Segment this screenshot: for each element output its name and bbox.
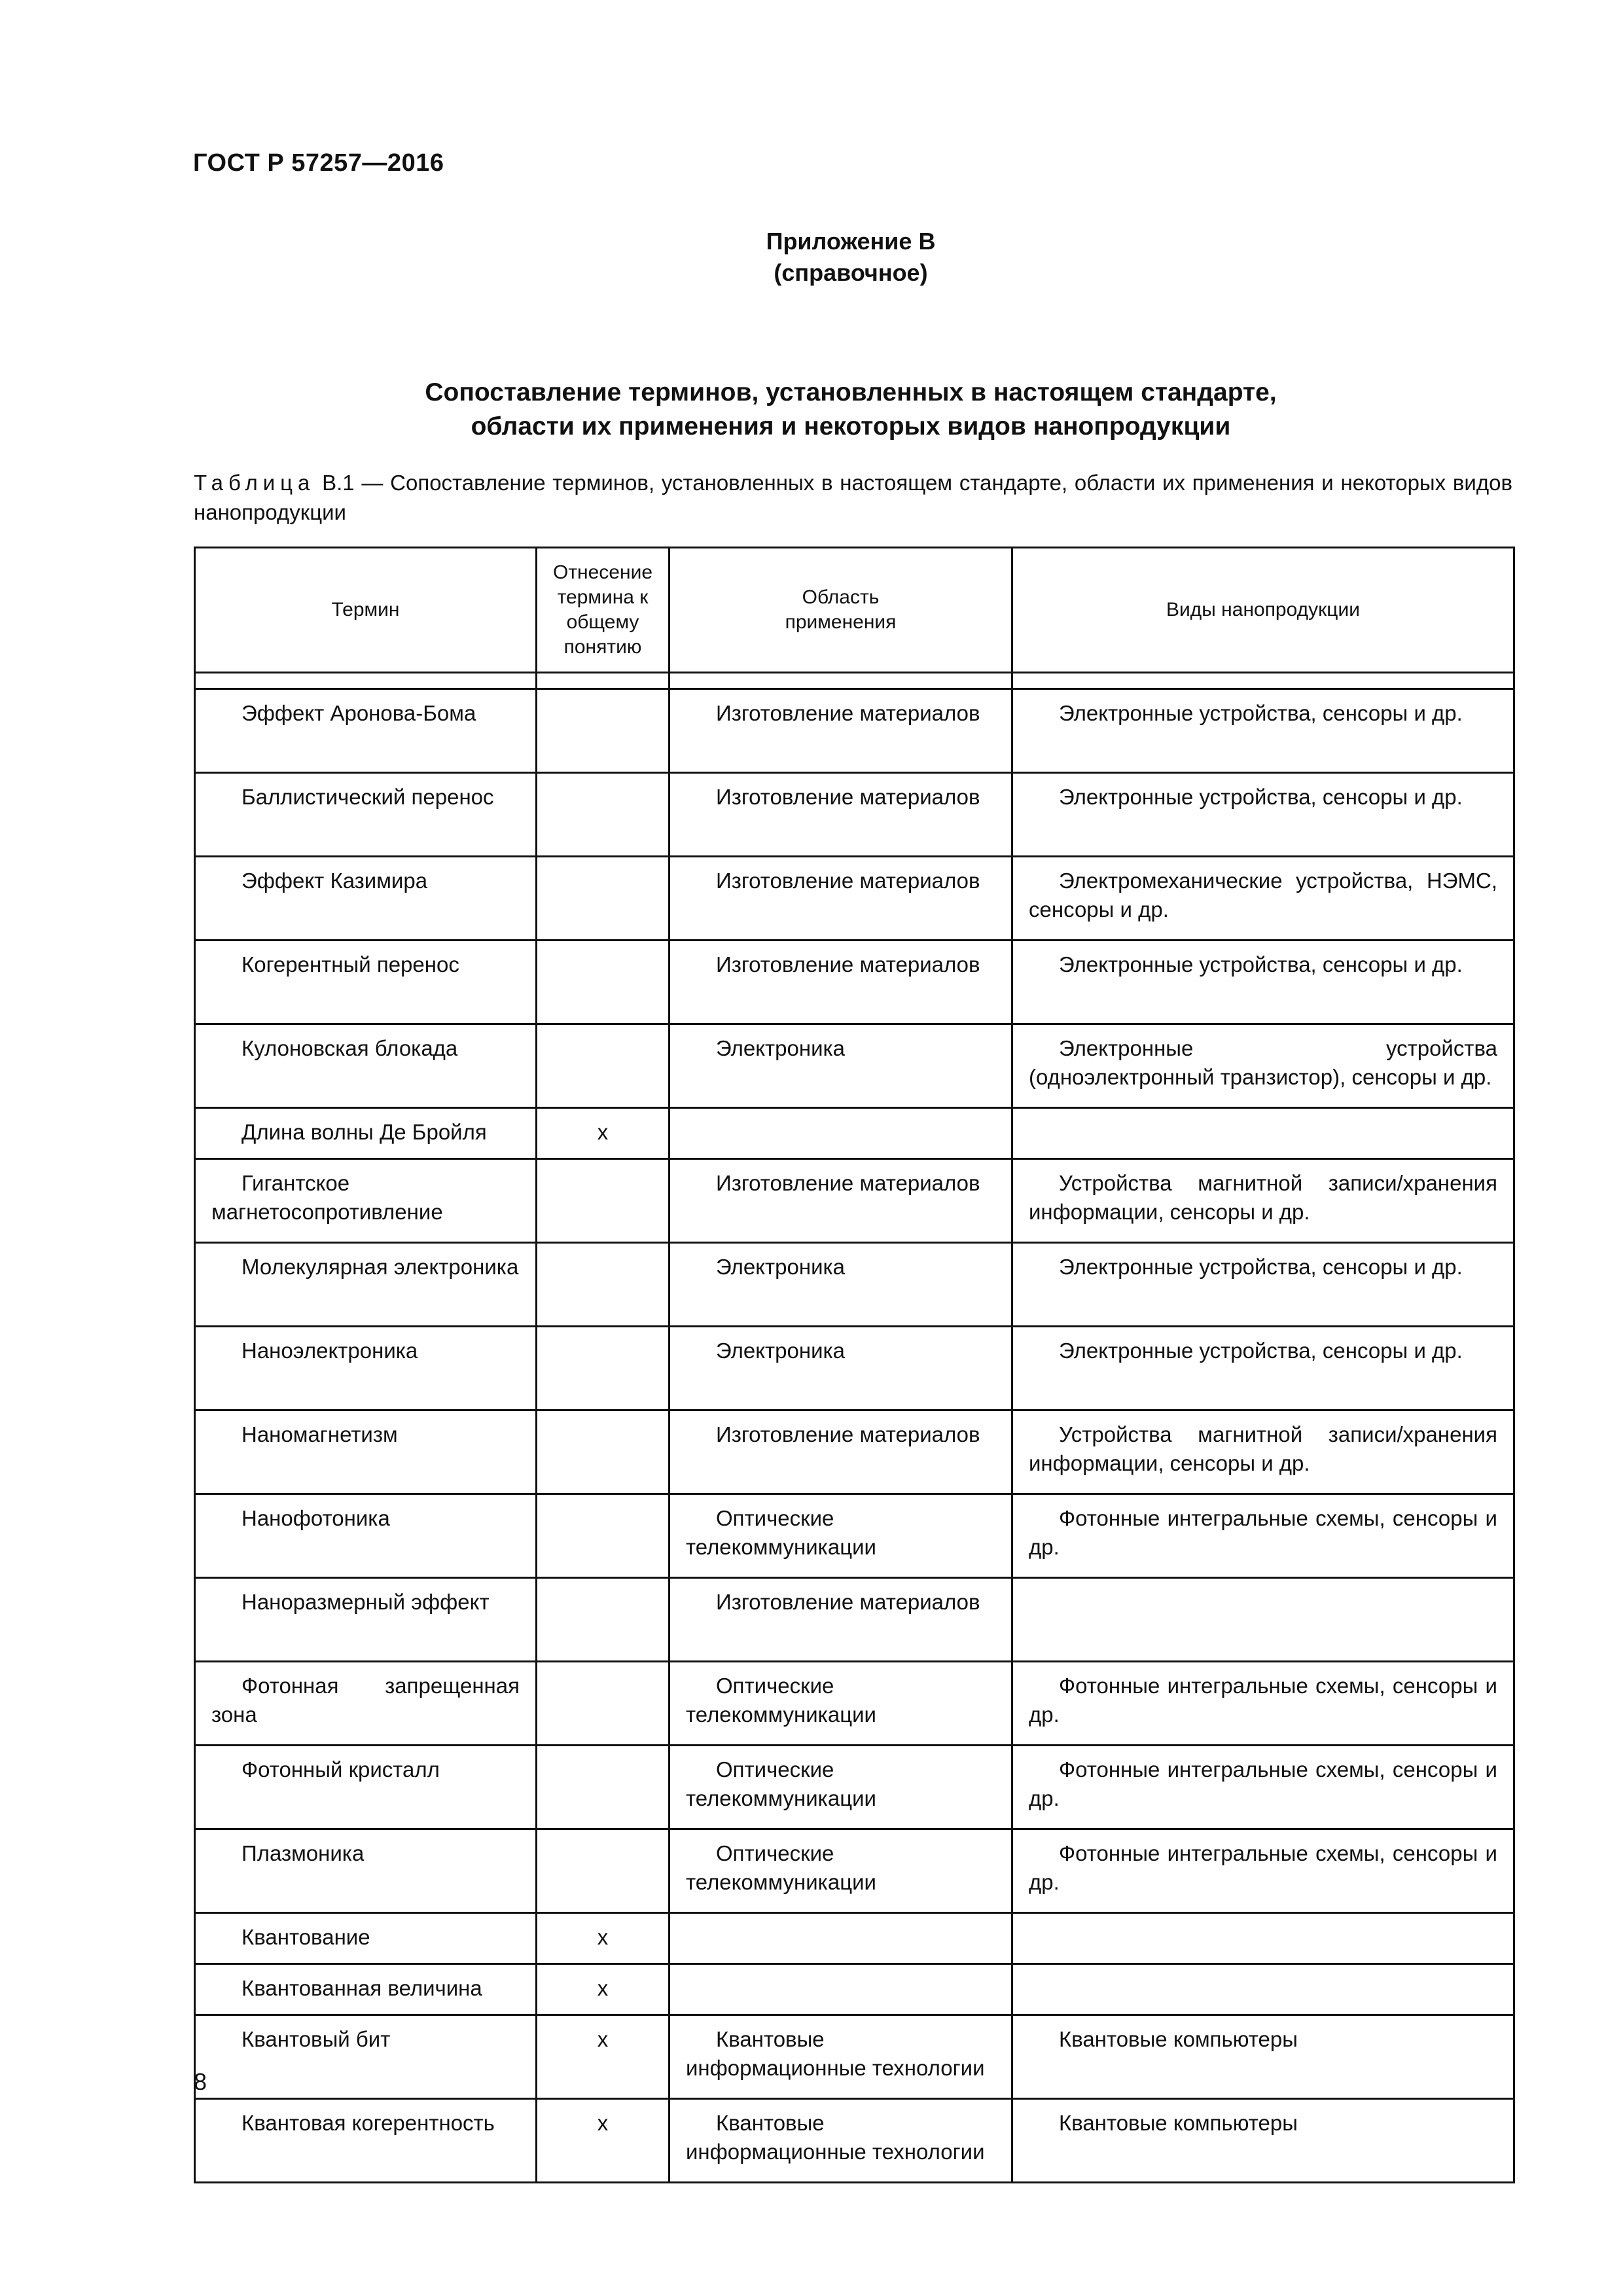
- document-title: [39, 376, 1623, 444]
- cell-term: Квантованная величина: [195, 1964, 537, 2015]
- appendix-heading: [39, 226, 1623, 289]
- cell-product-types: [1012, 1578, 1514, 1662]
- cell-term: Квантовый бит: [195, 2015, 537, 2099]
- table-row: [195, 689, 1514, 773]
- cell-term: Нанофотоника: [195, 1494, 537, 1578]
- table-row: [195, 773, 1514, 857]
- cell-product-types: Фотонные интегральные схемы, сенсоры и др.: [1012, 1829, 1514, 1913]
- table-row: [195, 1662, 1514, 1746]
- cell-term: Гигантское магнетосопротивление: [195, 1159, 537, 1243]
- table-row: [195, 1327, 1514, 1410]
- table-header-row: [195, 548, 1514, 673]
- cell-product-types: Квантовые компьютеры: [1012, 2015, 1514, 2099]
- cell-application-area: Изготовление материалов: [669, 689, 1012, 773]
- header-application-area: Область применения: [669, 548, 1012, 673]
- cell-application-area: Изготовление материалов: [669, 1410, 1012, 1494]
- cell-application-area: Электроника: [669, 1243, 1012, 1327]
- cell-term: Когерентный перенос: [195, 941, 537, 1024]
- cell-application-area: Квантовые информационные технологии: [669, 2099, 1012, 2183]
- cell-general-concept: [537, 689, 669, 773]
- table-row: [195, 1243, 1514, 1327]
- cell-general-concept: [537, 1410, 669, 1494]
- title-line-1: Сопоставление терминов, установленных в настоящем стандарте,: [425, 378, 1277, 406]
- cell-application-area: Оптические телекоммуникации: [669, 1494, 1012, 1578]
- cell-general-concept: [537, 773, 669, 857]
- appendix-type: (справочное): [774, 259, 928, 286]
- cell-product-types: Устройства магнитной записи/хранения информации, сенсоры и др.: [1012, 1410, 1514, 1494]
- cell-term: Молекулярная электроника: [195, 1243, 537, 1327]
- cell-general-concept: [537, 1829, 669, 1913]
- standard-code: ГОСТ Р 57257—2016: [193, 149, 444, 177]
- cell-application-area: Изготовление материалов: [669, 1578, 1012, 1662]
- cell-general-concept: [537, 1327, 669, 1410]
- cell-application-area: [669, 1108, 1012, 1159]
- cell-term: Плазмоника: [195, 1829, 537, 1913]
- page-number: 8: [194, 2068, 207, 2095]
- table-row: [195, 1578, 1514, 1662]
- terms-table: [194, 547, 1515, 2183]
- cell-general-concept: x: [537, 1108, 669, 1159]
- cell-term: Квантовая когерентность: [195, 2099, 537, 2183]
- header-separator: [195, 673, 1514, 689]
- cell-product-types: Фотонные интегральные схемы, сенсоры и др.: [1012, 1662, 1514, 1746]
- cell-general-concept: [537, 941, 669, 1024]
- table-row: [195, 1494, 1514, 1578]
- cell-application-area: Оптические телекоммуникации: [669, 1746, 1012, 1829]
- cell-general-concept: [537, 1662, 669, 1746]
- cell-term: Фотонная запрещенная зона: [195, 1662, 537, 1746]
- cell-application-area: Оптические телекоммуникации: [669, 1829, 1012, 1913]
- cell-application-area: Квантовые информационные технологии: [669, 2015, 1012, 2099]
- cell-product-types: Электромеханические устройства, НЭМС, сенсоры и др.: [1012, 857, 1514, 941]
- table-row: [195, 1159, 1514, 1243]
- table-caption: [194, 468, 1512, 527]
- cell-general-concept: [537, 1494, 669, 1578]
- cell-term: Баллистический перенос: [195, 773, 537, 857]
- table-caption-text: В.1 — Сопоставление терминов, установленных в настоящем стандарте, области их применения и некоторых видов нанопродукции: [194, 471, 1512, 524]
- cell-general-concept: [537, 1159, 669, 1243]
- table-row: [195, 1746, 1514, 1829]
- cell-product-types: Фотонные интегральные схемы, сенсоры и др.: [1012, 1746, 1514, 1829]
- cell-product-types: [1012, 1964, 1514, 2015]
- cell-term: Наноразмерный эффект: [195, 1578, 537, 1662]
- table-row: [195, 1913, 1514, 1964]
- cell-application-area: Оптические телекоммуникации: [669, 1662, 1012, 1746]
- cell-application-area: Электроника: [669, 1024, 1012, 1108]
- table-row: [195, 2099, 1514, 2183]
- cell-general-concept: [537, 1024, 669, 1108]
- table-row: [195, 1108, 1514, 1159]
- cell-term: Длина волны Де Бройля: [195, 1108, 537, 1159]
- table-row: [195, 1024, 1514, 1108]
- appendix-title: Приложение В: [766, 228, 936, 255]
- cell-application-area: Электроника: [669, 1327, 1012, 1410]
- cell-application-area: [669, 1913, 1012, 1964]
- table-row: [195, 1410, 1514, 1494]
- cell-general-concept: x: [537, 1964, 669, 2015]
- cell-term: Фотонный кристалл: [195, 1746, 537, 1829]
- cell-general-concept: [537, 1578, 669, 1662]
- cell-general-concept: x: [537, 1913, 669, 1964]
- cell-term: Эффект Казимира: [195, 857, 537, 941]
- cell-term: Квантование: [195, 1913, 537, 1964]
- cell-general-concept: [537, 857, 669, 941]
- cell-product-types: Электронные устройства, сенсоры и др.: [1012, 1327, 1514, 1410]
- cell-application-area: Изготовление материалов: [669, 773, 1012, 857]
- cell-product-types: Электронные устройства, сенсоры и др.: [1012, 773, 1514, 857]
- cell-product-types: Электронные устройства, сенсоры и др.: [1012, 941, 1514, 1024]
- header-product-types: Виды нанопродукции: [1012, 548, 1514, 673]
- cell-application-area: [669, 1964, 1012, 2015]
- cell-product-types: [1012, 1913, 1514, 1964]
- table-row: [195, 941, 1514, 1024]
- cell-product-types: Квантовые компьютеры: [1012, 2099, 1514, 2183]
- cell-term: Кулоновская блокада: [195, 1024, 537, 1108]
- title-line-2: области их применения и некоторых видов нанопродукции: [471, 412, 1231, 440]
- header-general-concept: Отнесение термина к общему понятию: [537, 548, 669, 673]
- cell-product-types: [1012, 1108, 1514, 1159]
- cell-application-area: Изготовление материалов: [669, 1159, 1012, 1243]
- header-term: Термин: [195, 548, 537, 673]
- cell-product-types: Фотонные интегральные схемы, сенсоры и др.: [1012, 1494, 1514, 1578]
- cell-term: Наноэлектроника: [195, 1327, 537, 1410]
- table-row: [195, 2015, 1514, 2099]
- table-row: [195, 1964, 1514, 2015]
- table-caption-label: Таблица: [194, 471, 315, 495]
- table-row: [195, 1829, 1514, 1913]
- cell-general-concept: x: [537, 2099, 669, 2183]
- cell-general-concept: [537, 1746, 669, 1829]
- table-row: [195, 857, 1514, 941]
- cell-term: Наномагнетизм: [195, 1410, 537, 1494]
- cell-application-area: Изготовление материалов: [669, 941, 1012, 1024]
- cell-product-types: Устройства магнитной записи/хранения информации, сенсоры и др.: [1012, 1159, 1514, 1243]
- cell-general-concept: [537, 1243, 669, 1327]
- cell-product-types: Электронные устройства (одноэлектронный транзистор), сенсоры и др.: [1012, 1024, 1514, 1108]
- cell-general-concept: x: [537, 2015, 669, 2099]
- cell-application-area: Изготовление материалов: [669, 857, 1012, 941]
- cell-term: Эффект Аронова-Бома: [195, 689, 537, 773]
- cell-product-types: Электронные устройства, сенсоры и др.: [1012, 689, 1514, 773]
- cell-product-types: Электронные устройства, сенсоры и др.: [1012, 1243, 1514, 1327]
